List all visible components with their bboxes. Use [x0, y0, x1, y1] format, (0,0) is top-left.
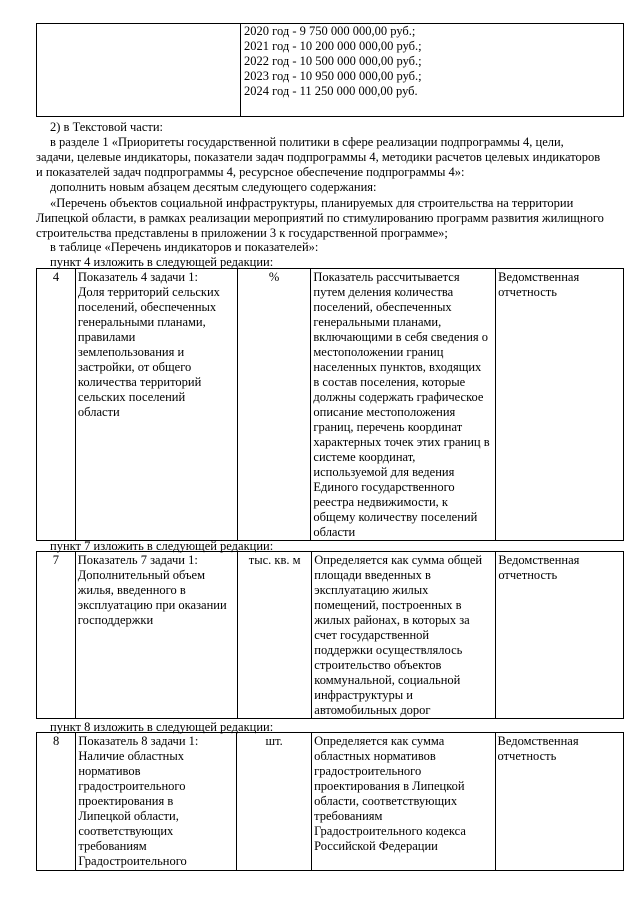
method-line: местоположении границ [313, 345, 444, 359]
method-line: генеральными планами, [313, 315, 442, 329]
quote-line-1: «Перечень объектов социальной инфраструктуры, планируемых для строительства на территории [50, 196, 574, 210]
method-line: границ, перечень координат [313, 420, 463, 434]
indicator-line: количества территорий [77, 375, 202, 389]
section-1-line-2: задачи, целевые индикаторы, показатели задач подпрограммы 4, методики расчетов целевых индикаторов [36, 150, 601, 164]
indicator-line: градостроительного [78, 779, 186, 793]
indicator-line: проектирования в [78, 794, 174, 808]
method-line: площади введенных в [314, 568, 431, 582]
method-line: области, соответствующих [314, 794, 458, 808]
method-line: инфраструктуры и [314, 688, 413, 702]
method-line: градостроительного [314, 764, 422, 778]
indicator-line: поселений, обеспеченных [77, 300, 217, 314]
source-line: отчетность [498, 285, 557, 299]
funding-year-2021: 2021 год - 10 200 000 000,00 руб.; [244, 39, 422, 53]
method-line: проектирования в Липецкой [314, 779, 465, 793]
method-line: Показатель рассчитывается [313, 270, 460, 284]
indicator-line: Доля территорий сельских [77, 285, 220, 299]
method-line: помещений, построенных в [314, 598, 462, 612]
unit-cell: % [237, 269, 311, 541]
indicator-line: Дополнительный объем [77, 568, 205, 582]
method-line: включающими в себя сведения о [313, 330, 489, 344]
indicator-line: Показатель 4 задачи 1: [77, 270, 198, 284]
indicator-line: господдержки [77, 613, 154, 627]
add-paragraph-text: дополнить новым абзацем десятым следующего содержания: [50, 180, 377, 194]
indicator-name-cell [75, 552, 237, 719]
table-intro-text: в таблице «Перечень индикаторов и показателей»: [50, 240, 319, 254]
method-cell [312, 552, 496, 719]
method-cell [312, 733, 495, 871]
point-4-intro: пункт 4 изложить в следующей редакции: [50, 255, 274, 269]
method-line: Единого государственного [313, 480, 455, 494]
funding-years-cell [241, 24, 624, 117]
method-line: счет государственной [314, 628, 430, 642]
funding-table-empty-cell [37, 24, 241, 117]
method-line: эксплуатацию жилых [314, 583, 429, 597]
indicator-line: генеральными планами, [77, 315, 206, 329]
method-line: поселений, обеспеченных [313, 300, 452, 314]
method-line: должны содержать графическое [313, 390, 484, 404]
indicator-line: жилья, введенного в [77, 583, 186, 597]
method-line: населенных пунктов, входящих [313, 360, 482, 374]
method-line: характерных точек этих границ в [313, 435, 490, 449]
funding-year-2022: 2022 год - 10 500 000 000,00 руб.; [244, 54, 422, 68]
unit-cell: тыс. кв. м [238, 552, 312, 719]
section-1-line-1: в разделе 1 «Приоритеты государственной политики в сфере реализации подпрограммы 4, цели, [50, 135, 564, 149]
method-line: строительство объектов [314, 658, 442, 672]
indicator-line: землепользования и [77, 345, 185, 359]
method-line: поддержки осуществлялось [314, 643, 463, 657]
source-cell [496, 552, 624, 719]
indicator-table-point-7 [36, 551, 624, 719]
method-line: области [313, 525, 356, 539]
row-number: 4 [37, 269, 76, 541]
indicator-table-point-4 [36, 268, 624, 541]
indicator-line: Градостроительного [78, 854, 187, 868]
row-number: 7 [37, 552, 76, 719]
method-line: областных нормативов [314, 749, 436, 763]
method-line: в состав поселения, которые [313, 375, 466, 389]
indicator-line: сельских поселений [77, 390, 186, 404]
method-line: Российской Федерации [314, 839, 438, 853]
indicator-line: Наличие областных [78, 749, 185, 763]
method-line: используемой для ведения [313, 465, 455, 479]
funding-year-2024: 2024 год - 11 250 000 000,00 руб. [244, 84, 418, 98]
indicator-line: области [77, 405, 120, 419]
indicator-line: нормативов [78, 764, 141, 778]
indicator-line: требованиям [78, 839, 147, 853]
indicator-line: Липецкой области, [78, 809, 179, 823]
source-line: отчетность [498, 568, 558, 582]
method-cell [311, 269, 496, 541]
section-2-heading: 2) в Текстовой части: [50, 120, 164, 134]
section-1-line-3: и показателей задач подпрограммы 4, ресурсное обеспечение подпрограммы 4»: [36, 165, 465, 179]
unit-cell: шт. [237, 733, 312, 871]
method-line: описание местоположения [313, 405, 456, 419]
method-line: системе координат, [313, 450, 416, 464]
method-line: требованиям [314, 809, 383, 823]
method-line: коммунальной, социальной [314, 673, 461, 687]
source-line: Ведомственная [497, 734, 579, 748]
indicator-line: правилами [77, 330, 136, 344]
source-cell [496, 269, 624, 541]
indicator-line: застройки, от общего [77, 360, 192, 374]
indicator-line: эксплуатацию при оказании [77, 598, 227, 612]
indicator-table-point-8 [36, 732, 624, 871]
row-number: 8 [37, 733, 76, 871]
funding-year-2020: 2020 год - 9 750 000 000,00 руб.; [244, 24, 416, 38]
quote-line-2: Липецкой области, в рамках реализации мероприятий по стимулированию программ развития жилищного [36, 211, 604, 225]
method-line: Определяется как сумма [314, 734, 445, 748]
indicator-name-cell [75, 269, 237, 541]
method-line: Градостроительного кодекса [314, 824, 466, 838]
method-line: реестра недвижимости, к [313, 495, 448, 509]
funding-table [36, 23, 624, 117]
point-7-intro: пункт 7 изложить в следующей редакции: [50, 539, 274, 553]
method-line: автомобильных дорог [314, 703, 431, 717]
quote-line-3: строительства представлены в приложении 3 к государственной программе»; [36, 226, 448, 240]
method-line: Определяется как сумма общей [314, 553, 483, 567]
source-cell [495, 733, 624, 871]
method-line: общему количеству поселений [313, 510, 478, 524]
indicator-line: соответствующих [78, 824, 174, 838]
indicator-line: Показатель 7 задачи 1: [77, 553, 198, 567]
funding-year-2023: 2023 год - 10 950 000 000,00 руб.; [244, 69, 422, 83]
point-8-intro: пункт 8 изложить в следующей редакции: [50, 720, 274, 734]
method-line: жилых районах, в которых за [314, 613, 470, 627]
source-line: отчетность [497, 749, 557, 763]
method-line: путем деления количества [313, 285, 454, 299]
indicator-line: Показатель 8 задачи 1: [78, 734, 199, 748]
source-line: Ведомственная [498, 270, 580, 284]
source-line: Ведомственная [498, 553, 580, 567]
indicator-name-cell [76, 733, 237, 871]
